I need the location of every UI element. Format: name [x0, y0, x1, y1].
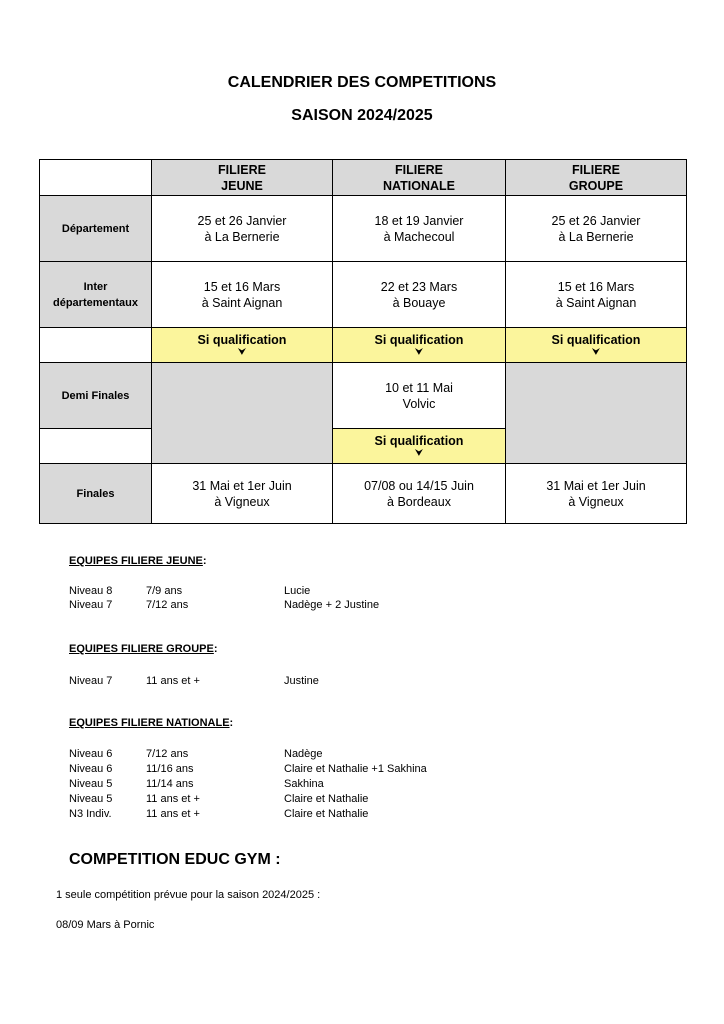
cell-finales-groupe: 31 Mai et 1er Juin à Vigneux — [506, 464, 687, 524]
row-demi-finales — [40, 363, 687, 429]
qualification-groupe: Si qualification ⮟ — [506, 328, 687, 363]
section-heading: EQUIPES FILIERE GROUPE — [69, 643, 214, 655]
row-inter-departementaux — [40, 262, 687, 328]
section-equipes-nationale: EQUIPES FILIERE NATIONALE: — [69, 717, 234, 729]
cell-departement-jeune: 25 et 26 Janvier à La Bernerie — [152, 196, 333, 262]
header-filiere-groupe: FILIERE GROUPE — [506, 160, 687, 196]
row-label-inter: Inter départementaux — [40, 262, 152, 328]
header-filiere-nationale: FILIERE NATIONALE — [333, 160, 506, 196]
qualification-empty-cell — [40, 328, 152, 363]
demi-qualification-empty-cell — [40, 429, 152, 464]
page-title: CALENDRIER DES COMPETITIONS — [227, 74, 497, 91]
arrow-down-icon: ⮟ — [591, 347, 601, 358]
arrow-down-icon: ⮟ — [237, 347, 247, 358]
competition-calendar-table — [39, 159, 687, 524]
qualification-nationale: Si qualification ⮟ — [333, 328, 506, 363]
season-title: SAISON 2024/2025 — [291, 107, 433, 124]
educ-gym-title: COMPETITION EDUC GYM : — [69, 851, 281, 868]
arrow-down-icon: ⮟ — [414, 347, 424, 358]
row-departement — [40, 196, 687, 262]
row-label-finales: Finales — [40, 464, 152, 524]
section-heading: EQUIPES FILIERE JEUNE — [69, 555, 203, 567]
section-equipes-jeune: EQUIPES FILIERE JEUNE: — [69, 555, 207, 567]
header-empty-cell — [40, 160, 152, 196]
row-label-demi-finales: Demi Finales — [40, 363, 152, 429]
cell-demi-nationale: 10 et 11 Mai Volvic — [333, 363, 506, 429]
cell-demi-jeune-empty — [152, 363, 333, 464]
section-equipes-groupe: EQUIPES FILIERE GROUPE: — [69, 643, 218, 655]
row-label-departement: Département — [40, 196, 152, 262]
cell-finales-nationale: 07/08 ou 14/15 Juin à Bordeaux — [333, 464, 506, 524]
table-header-row — [40, 160, 687, 196]
cell-finales-jeune: 31 Mai et 1er Juin à Vigneux — [152, 464, 333, 524]
cell-inter-jeune: 15 et 16 Mars à Saint Aignan — [152, 262, 333, 328]
cell-departement-nationale: 18 et 19 Janvier à Machecoul — [333, 196, 506, 262]
cell-inter-groupe: 15 et 16 Mars à Saint Aignan — [506, 262, 687, 328]
cell-departement-groupe: 25 et 26 Janvier à La Bernerie — [506, 196, 687, 262]
row-qualification — [40, 328, 687, 363]
row-finales — [40, 464, 687, 524]
educ-gym-description: 1 seule compétition prévue pour la saison 2024/2025 : — [56, 889, 321, 901]
arrow-down-icon: ⮟ — [414, 448, 424, 459]
section-heading: EQUIPES FILIERE NATIONALE — [69, 717, 230, 729]
cell-demi-groupe-empty — [506, 363, 687, 464]
qualification-jeune: Si qualification ⮟ — [152, 328, 333, 363]
educ-gym-date: 08/09 Mars à Pornic — [56, 919, 155, 931]
qualification-demi-nationale: Si qualification ⮟ — [333, 429, 506, 464]
cell-inter-nationale: 22 et 23 Mars à Bouaye — [333, 262, 506, 328]
header-filiere-jeune: FILIERE JEUNE — [152, 160, 333, 196]
